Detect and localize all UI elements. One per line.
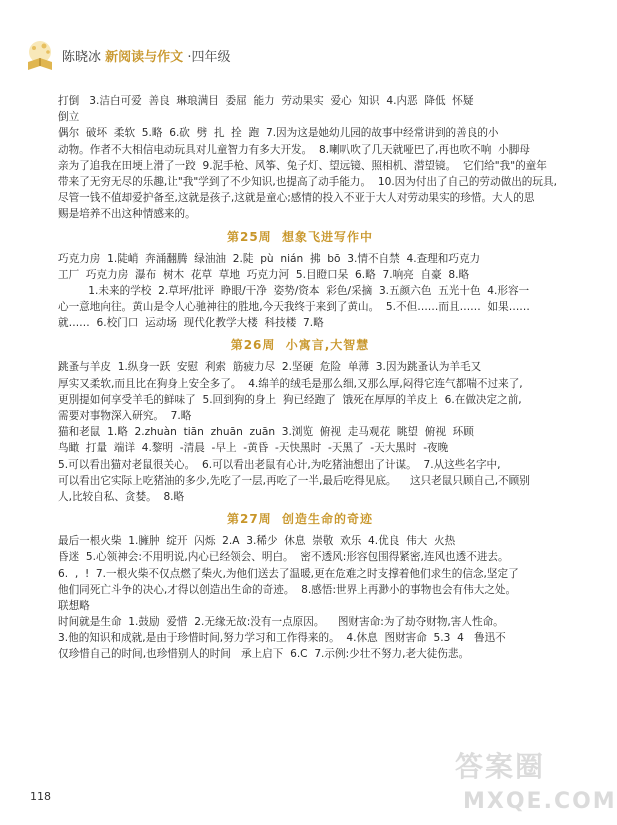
text-line: 猫和老鼠 1.略 2.zhuàn tiān zhuān zuān 3.浏览 俯视 走马观花 眺望 俯视 环顾 xyxy=(58,426,474,439)
text-line: 人,比较自私、贪婪。 8.略 xyxy=(58,490,185,503)
text-line: 时间就是生命 1.鼓励 爱惜 2.无缘无故:没有一点原因。 图财害命:为了劫夺财物,害人性命。 xyxy=(58,616,504,629)
text-line: 厚实又柔软,而且比在狗身上安全多了。 4.绵羊的绒毛是那么细,又那么厚,闷得它连气都喘不过来了, xyxy=(58,377,523,390)
text-line: 更別提如何享受羊毛的鲜味了 5.回到狗的身上 狗已经跑了 饿死在厚厚的羊皮上 6.在做决定之前, xyxy=(58,393,522,406)
text-line: 赐是培养不出这种情感来的。 xyxy=(58,208,196,221)
text-line: 3.他的知识和成就,是由于珍惜时间,努力学习和工作得来的。 4.休息 图财害命 5.3 4 鲁迅不 xyxy=(58,632,506,645)
grade-label: ·四年级 xyxy=(187,50,231,65)
text-line: 巧克力房 1.陡峭 奔涌翻腾 绿油油 2.陡 pù nián 拂 bō 3.情不自禁 4.查理和巧克力 xyxy=(58,252,481,265)
section-week26 xyxy=(58,359,542,505)
text-line: 6. , ! 7.一根火柴不仅点燃了柴火,为他们送去了温暖,更在危难之时支撑着他们求生的信念,坚定了 xyxy=(58,567,519,580)
page-header xyxy=(22,38,582,74)
watermark-text-url: MXQE.COM xyxy=(463,789,617,814)
section-week25 xyxy=(58,251,542,332)
intro-block xyxy=(58,93,557,223)
text-line: 昏迷 5.心领神会:不用明说,内心已经领会、明白。 密不透风:形容包围得紧密,连风也透不进去。 xyxy=(58,551,509,564)
text-line: 鸟瞰 打量 端详 4.黎明 -清晨 -早上 -黄昏 -天快黑时 -天黑了 -天大黑时 -夜晚 xyxy=(58,442,449,455)
text-line: 最后一根火柴 1.臃肿 绽开 闪烁 2.A 3.稀少 休息 崇敬 欢乐 4.优良 伟大 火热 xyxy=(58,535,456,548)
series-brand: 新阅读与作文 xyxy=(105,50,184,65)
text-line: 亲为了追我在田埂上滑了一跤 9.泥手枪、风筝、兔子灯、望远镜、照相机、潜望镜。 它们给"我"的童年 xyxy=(58,159,547,172)
text-line: 需要对事物深入研究。 7.略 xyxy=(58,410,192,422)
text-line: 5.可以看出猫对老鼠很关心。 6.可以看出老鼠有心计,为吃猪油想出了计谋。 7.从这些名字中, xyxy=(58,458,501,471)
text-line: 联想略 xyxy=(58,599,90,612)
text-line: 打倒 3.洁白可爱 善良 琳琅满目 委屈 能力 劳动果实 爱心 知识 4.内恶 降低 怀疑 xyxy=(58,95,474,107)
text-line: 工厂 巧克力房 瀑布 树木 花草 草地 巧克力河 5.目瞪口呆 6.略 7.响亮 自豪 8.略 xyxy=(58,268,470,281)
text-line: 带来了无穷无尽的乐趣,让"我"学到了不少知识,也提高了动手能力。 10.因为付出了自己的劳动做出的玩具, xyxy=(58,175,557,188)
text-line: 他们同死亡斗争的决心,才得以创造出生命的奇迹。 8.感悟:世界上再渺小的事物也会有伟大之处。 xyxy=(58,583,517,596)
text-line: 动物。作者不大相信电动玩具对儿童智力有多大开发。 8.喇叭吹了几天就哑巴了,再也吹不响 小脚母 xyxy=(58,143,530,156)
text-line: 就…… 6.校门口 运动场 现代化教学大楼 科技楼 7.略 xyxy=(58,317,324,330)
watermark xyxy=(455,745,617,825)
watermark-text-cn: 答案圈 xyxy=(455,750,546,783)
text-line: 跳蚤与羊皮 1.纵身一跃 安慰 利索 筋疲力尽 2.坚硬 危险 单薄 3.因为跳蚤认为羊毛又 xyxy=(58,361,482,374)
section-title-week26: 第26周 小寓言,大智慧 xyxy=(230,338,370,353)
text-line: 倒立 xyxy=(58,111,80,124)
text-line: 偶尔 破坏 柔软 5.略 6.砍 劈 扎 拴 跑 7.因为这是她幼儿园的故事中经常讲到的善良的小 xyxy=(58,127,499,140)
text-line: 1.未来的学校 2.草坪/批评 睁眼/干净 姿势/资本 彩色/采摘 3.五颜六色 五光十色 4.形容一 xyxy=(58,284,530,297)
text-line: 可以看出它实际上吃猪油的多少,先吃了一层,再吃了一半,最后吃得见底。 这只老鼠只顾自己,不顾别 xyxy=(58,474,530,487)
text-line: 仅珍惜自己的时间,也珍惜别人的时间 承上启下 6.C 7.示例:少壮不努力,老大徒伤悲。 xyxy=(58,648,470,661)
text-line: 心一意地向往。黄山是令人心驰神往的胜地,今天我终于来到了黄山。 5.不但……而且…… 如果…… xyxy=(58,301,530,314)
series-title xyxy=(62,46,230,65)
answer-content xyxy=(58,93,557,663)
author-name: 陈晓冰 xyxy=(62,50,102,65)
book-logo-icon xyxy=(22,38,58,74)
section-title-week25: 第25周 想象飞进写作中 xyxy=(226,229,374,244)
text-line: 尽管一钱不值却爱护备至,这就是孩子,这就是童心;感情的投入不亚于大人对劳动果实的珍惜。大人的思 xyxy=(58,192,535,205)
section-title-week27: 第27周 创造生命的奇迹 xyxy=(226,512,374,527)
page-number: 118 xyxy=(30,790,51,803)
section-week27 xyxy=(58,533,542,663)
